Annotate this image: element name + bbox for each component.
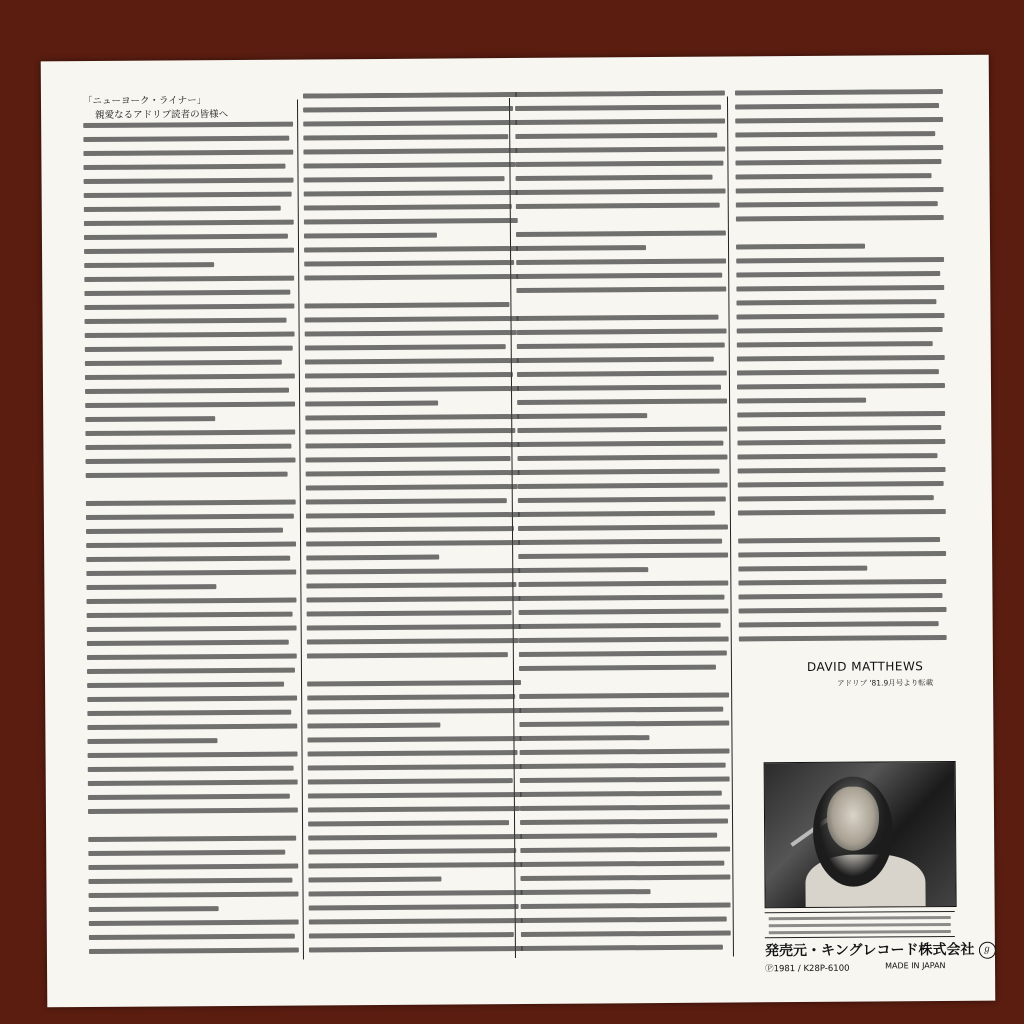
text-line [89,892,299,898]
text-line [518,497,726,503]
text-line [738,467,946,473]
text-line [309,932,514,938]
text-line [303,92,517,98]
text-line [89,906,219,912]
text-line [517,441,723,447]
text-line [87,724,297,730]
text-line [518,483,728,489]
text-line [88,780,298,786]
text-line [520,763,726,769]
text-line [518,553,728,559]
text-line [303,134,508,140]
text-line [736,257,944,263]
text-line [306,498,507,504]
text-line [88,808,298,814]
text-line [303,162,515,168]
text-line [84,290,290,296]
text-line [305,428,515,434]
text-line [304,233,437,239]
paragraph-gap [307,666,521,681]
publisher-label [765,939,996,961]
text-line [515,91,725,97]
text-line [519,623,721,629]
column-title: 「ニューヨーク・ライナー」 [82,95,207,108]
text-line [305,414,519,420]
text-line [84,262,214,268]
text-line [304,274,518,280]
text-line [306,568,520,574]
text-line [86,528,283,534]
text-line [517,357,714,363]
text-line [735,89,943,95]
text-line [86,570,296,576]
text-line [516,245,646,251]
body-text-block [515,91,731,952]
text-line [87,710,291,716]
text-line [521,917,727,923]
text-line [305,316,519,322]
text-line [85,444,291,450]
text-line [736,201,938,207]
text-line [738,509,946,515]
body-text-block [83,122,299,954]
text-line [520,777,730,783]
text-line [88,766,294,772]
text-line [521,889,651,895]
text-line [517,343,725,349]
text-line [735,131,935,137]
text-line [516,287,726,293]
text-line [85,388,289,394]
liner-notes-sheet [41,55,996,1008]
text-line [737,369,939,375]
text-line [88,878,292,884]
text-line [307,694,515,700]
text-line [84,234,288,240]
text-column-4 [735,89,947,650]
text-line [85,318,287,324]
text-line [308,764,522,770]
text-line [308,806,520,812]
text-line [87,654,297,660]
text-line [84,248,294,254]
text-line [739,621,939,627]
text-line [309,904,519,910]
text-line [88,752,298,758]
text-line [518,511,715,517]
text-line [738,579,946,585]
text-line [303,106,513,112]
text-line [83,136,289,142]
text-line [88,794,290,800]
text-line [516,231,726,237]
text-line [737,355,945,361]
text-line [518,469,720,475]
text-line [521,945,723,951]
text-line [515,119,725,125]
text-line [738,495,934,501]
text-line [739,635,947,641]
text-line [303,148,517,154]
text-line [304,302,509,308]
paragraph-gap [304,288,518,303]
text-line [89,934,295,940]
text-line [519,665,716,671]
face-shape [827,786,879,850]
notice-text-line [769,916,951,920]
text-line [738,537,940,543]
text-line [308,792,522,798]
text-line [303,120,517,126]
text-line [518,567,648,573]
text-line [737,411,945,417]
text-line [517,371,727,377]
text-line [517,399,727,405]
text-line [739,649,945,650]
notice-text-line [769,923,951,927]
text-line [84,304,294,310]
text-line [521,903,731,909]
text-line [736,244,865,250]
text-line [307,638,519,644]
text-line [518,539,722,545]
text-line [85,402,295,408]
column-greeting: 親愛なるアドリブ読者の皆様へ [95,109,229,121]
text-line [87,668,295,674]
text-line [737,398,866,404]
text-line [519,651,727,657]
text-line [84,220,294,226]
text-line [736,271,940,277]
text-line [515,133,717,139]
text-line [519,693,729,699]
text-line [515,161,723,167]
text-line [304,176,505,182]
text-line [89,920,299,926]
text-line [84,178,294,184]
paragraph-gap [738,523,946,538]
text-line [305,372,513,378]
text-line [87,738,217,744]
text-line [515,105,721,111]
made-in-japan: MADE IN JAPAN [885,961,946,971]
text-line [520,847,730,853]
text-line [519,609,729,615]
publisher-name: 発売元・キングレコード株式会社 [764,941,975,960]
text-line [86,584,216,590]
text-line [518,581,728,587]
text-line [308,750,518,756]
text-line [87,696,297,702]
text-line [83,122,293,128]
paragraph-gap [86,486,296,501]
text-line [85,458,295,464]
text-line [736,285,944,291]
text-line [86,556,290,562]
text-line [517,413,647,419]
body-text-block [303,92,523,952]
text-line [736,173,932,179]
text-line [736,313,944,319]
text-line [735,145,943,151]
text-line [520,819,728,825]
paragraph-gap [736,229,944,244]
text-line [735,159,941,165]
text-line [516,175,713,181]
text-line [737,383,945,389]
text-line [517,329,727,335]
text-line [306,540,520,546]
text-line [520,749,730,755]
text-line [83,150,293,156]
text-line [85,332,295,338]
text-line [88,864,298,870]
text-line [306,484,518,490]
notice-text-line [769,930,951,934]
text-line [304,218,518,224]
text-line [307,652,508,658]
text-line [305,401,438,407]
text-line [307,736,521,742]
text-line [84,192,292,198]
text-line [85,416,215,422]
record-care-notice [765,911,955,938]
text-line [739,607,947,613]
text-line [84,276,294,282]
text-line [88,836,296,842]
text-line [305,344,506,350]
text-line [87,612,293,618]
text-line [736,187,944,193]
text-line [520,861,724,867]
text-line [304,204,512,210]
text-line [306,555,439,561]
text-line [737,327,943,333]
text-line [87,682,284,688]
text-line [516,189,726,195]
text-line [308,834,522,840]
musician-photo [764,761,957,908]
text-line [85,360,282,366]
text-line [738,593,942,599]
text-line [307,624,521,630]
text-line [518,525,728,531]
text-line [735,117,943,123]
text-line [738,481,944,487]
text-line [84,206,281,212]
text-line [736,299,936,305]
paragraph-gap [516,301,726,316]
text-line [85,346,293,352]
text-line [305,442,519,448]
text-line [737,341,933,347]
text-line [516,273,722,279]
text-line [309,918,523,924]
text-line [519,735,649,741]
text-line [309,946,523,952]
text-line [520,791,722,797]
text-line [87,626,297,632]
text-line [516,203,720,209]
text-line [518,595,724,601]
text-line [520,833,717,839]
text-line [308,820,509,826]
text-column-2 [303,92,523,953]
text-line [304,260,514,266]
text-line [87,640,289,646]
signature-source: アドリブ '81.9月号より転載 [837,678,934,688]
text-line [307,708,521,714]
text-line [309,890,523,896]
text-line [306,470,520,476]
text-line [520,875,730,881]
text-line [86,598,296,604]
text-line [304,190,518,196]
text-line [86,514,294,520]
text-line [85,374,295,380]
text-line [517,455,727,461]
catalog-number: Ⓟ1981 / K28P-6100 [765,963,850,975]
text-line [306,526,514,532]
paragraph-gap [516,217,726,232]
text-line [83,164,285,170]
text-line [516,259,726,265]
text-line [519,637,729,643]
text-line [737,425,941,431]
text-line [307,723,440,729]
text-column-3 [515,91,731,952]
text-line [308,778,513,784]
text-line [308,848,516,854]
text-line [519,721,729,727]
text-line [306,596,520,602]
text-line [737,453,937,459]
text-line [738,551,946,557]
text-line [516,315,718,321]
text-line [85,430,295,436]
paragraph-gap [88,822,298,837]
text-line [88,850,285,856]
text-line [735,103,939,109]
king-records-logo-icon: ℊ [978,941,995,958]
signature-name: DAVID MATTHEWS [806,659,924,674]
text-line [305,330,517,336]
text-line [86,472,288,478]
text-line [86,500,296,506]
text-line [304,246,518,252]
text-line [305,358,519,364]
text-line [86,542,296,548]
text-line [521,931,731,937]
text-line [307,610,512,616]
text-line [305,386,519,392]
text-line [89,948,299,954]
body-text-block [735,89,947,650]
text-column-1 [83,94,299,955]
text-line [520,805,730,811]
text-line [306,512,520,518]
text-line [307,680,521,686]
text-line [306,582,516,588]
text-line [305,456,510,462]
paragraph-gap [519,679,729,694]
text-line [737,439,945,445]
text-line [515,147,725,153]
text-line [519,707,723,713]
text-line [517,427,727,433]
text-line [517,385,721,391]
text-line [308,862,522,868]
text-line [308,877,441,883]
text-line [738,566,867,572]
text-line [736,215,944,221]
